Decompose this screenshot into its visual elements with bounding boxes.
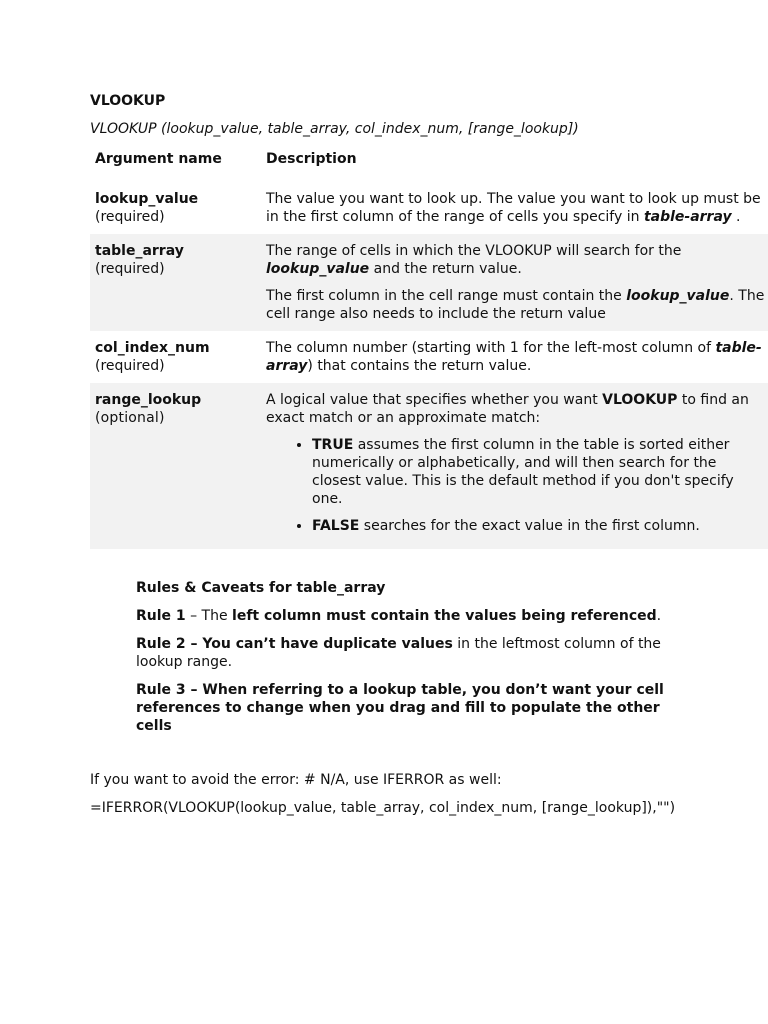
function-syntax: VLOOKUP (lookup_value, table_array, col_index_num, [range_lookup]) xyxy=(90,121,579,137)
table-row xyxy=(90,383,768,549)
arg-name-line xyxy=(95,391,266,427)
option-list xyxy=(266,436,768,535)
arguments-table xyxy=(90,150,768,549)
table-header-row xyxy=(90,150,768,182)
table-row xyxy=(90,234,768,331)
desc-text: to find an exact match or an approximate match: xyxy=(266,392,749,426)
arg-name: range_lookup xyxy=(95,392,202,408)
desc-emphasis: table-array xyxy=(266,340,762,374)
desc-cell xyxy=(266,182,768,234)
header-argument-name: Argument name xyxy=(95,151,222,167)
desc-emphasis: VLOOKUP xyxy=(602,392,678,408)
rules-heading: Rules & Caveats for table_array xyxy=(136,580,386,596)
rule-lead: Rule 2 – You can’t have duplicate values xyxy=(136,636,453,652)
arg-cell xyxy=(90,383,266,549)
arg-optional: (optional) xyxy=(95,410,165,426)
desc-text: The range of cells in which the VLOOKUP will search for the xyxy=(266,243,682,259)
desc-paragraph xyxy=(266,391,768,427)
desc-cell xyxy=(266,234,768,331)
option-text: searches for the exact value in the first column. xyxy=(359,518,700,534)
header-description: Description xyxy=(266,151,357,167)
table-row xyxy=(90,331,768,383)
list-item xyxy=(312,517,768,535)
desc-cell xyxy=(266,383,768,549)
rule-text: – The xyxy=(185,608,233,624)
desc-paragraph xyxy=(266,287,768,323)
rules-section xyxy=(136,579,666,735)
doc-title: VLOOKUP xyxy=(90,93,166,109)
desc-emphasis: table-array xyxy=(643,209,732,225)
iferror-note: If you want to avoid the error: # N/A, use IFERROR as well: xyxy=(90,772,502,788)
desc-text: . The cell range also needs to include the return value xyxy=(266,288,765,322)
option-key: TRUE xyxy=(312,437,354,453)
option-text: assumes the first column in the table is sorted either numerically or alphabetically, and will then search for the closest value. This is the default method if you don't specify one. xyxy=(312,437,734,507)
arg-cell xyxy=(90,331,266,383)
desc-text: The column number (starting with 1 for the left-most column of xyxy=(266,340,716,356)
rule-text: . xyxy=(656,608,662,624)
rule-lead: Rule 1 xyxy=(136,608,186,624)
table-row xyxy=(90,182,768,234)
arg-required: (required) xyxy=(95,209,165,225)
desc-text: The value you want to look up. The value you want to look up must be in the first column of the range of cells you specify in xyxy=(266,191,761,225)
arg-required: (required) xyxy=(95,261,165,277)
document-page xyxy=(90,92,768,827)
rule-1 xyxy=(136,607,666,625)
desc-emphasis: lookup_value xyxy=(626,288,730,304)
option-key: FALSE xyxy=(312,518,360,534)
desc-cell xyxy=(266,331,768,383)
desc-text: The first column in the cell range must contain the xyxy=(266,288,627,304)
desc-paragraph xyxy=(266,242,768,278)
rule-3: Rule 3 – When referring to a lookup table, you don’t want your cell references to change when you drag and fill to populate the other cells xyxy=(136,682,664,734)
arg-required: (required) xyxy=(95,358,165,374)
footer-notes xyxy=(90,771,768,817)
arg-name: col_index_num xyxy=(95,340,210,356)
rule-text: in the leftmost column of the lookup range. xyxy=(136,636,661,670)
rule-emphasis: left column must contain the values being referenced xyxy=(232,608,657,624)
rule-2 xyxy=(136,635,666,671)
desc-emphasis: lookup_value xyxy=(266,261,370,277)
desc-text: . xyxy=(731,209,741,225)
desc-text: A logical value that specifies whether you want xyxy=(266,392,603,408)
list-item xyxy=(312,436,768,508)
desc-text: ) that contains the return value. xyxy=(307,358,532,374)
arg-cell xyxy=(90,182,266,234)
iferror-formula: =IFERROR(VLOOKUP(lookup_value, table_array, col_index_num, [range_lookup]),"") xyxy=(90,800,676,816)
arg-name: lookup_value xyxy=(95,191,199,207)
arg-cell xyxy=(90,234,266,331)
arg-name: table_array xyxy=(95,243,184,259)
desc-text: and the return value. xyxy=(369,261,522,277)
